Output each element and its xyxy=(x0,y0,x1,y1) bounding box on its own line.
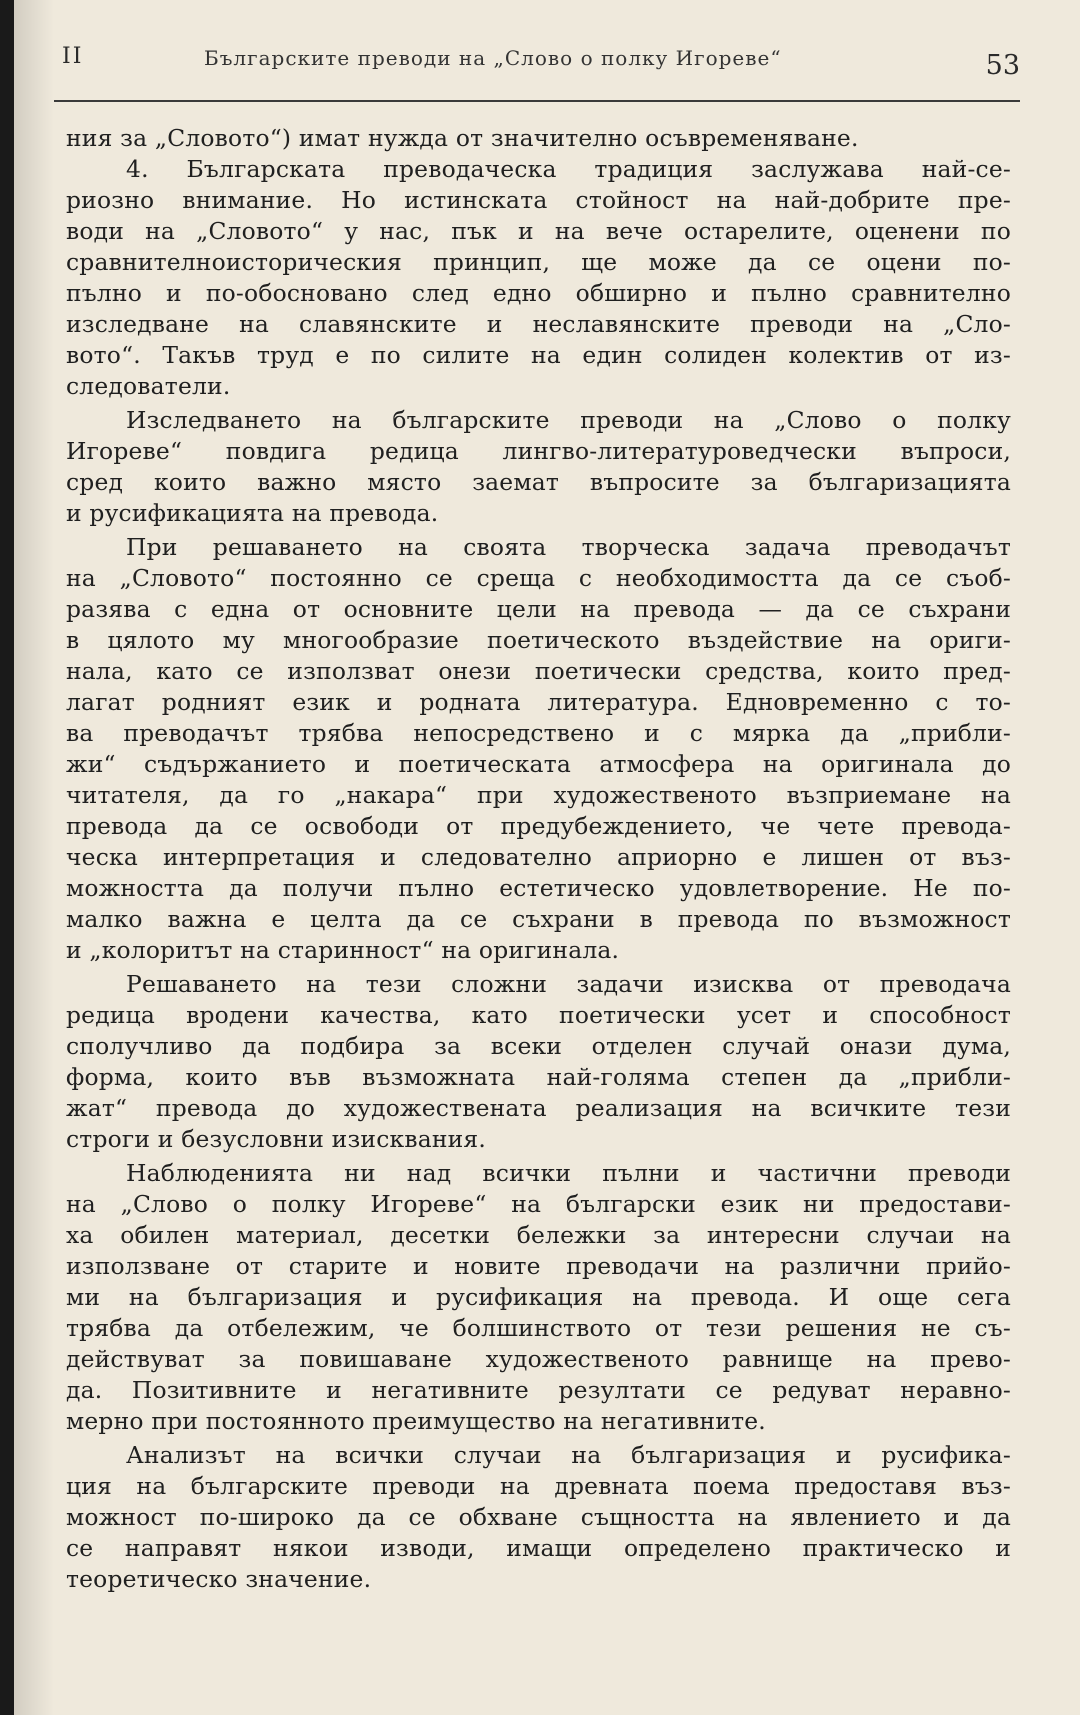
text-line: превода да се освободи от предубеждението, че чете превода- xyxy=(66,812,1011,840)
text-line: нала, като се използват онези поетически средства, които пред- xyxy=(66,657,1011,685)
text-line: форма, които във възможната най-голяма степен да „прибли- xyxy=(66,1063,1011,1091)
text-line: 4. Българската преводаческа традиция заслужава най-се- xyxy=(126,155,1011,183)
text-line: действуват за повишаване художественото равнище на прево- xyxy=(66,1345,1011,1373)
text-line: пълно и по-обосновано след едно обширно и пълно сравнително xyxy=(66,279,1011,307)
paragraph xyxy=(66,154,1011,402)
text-line: сред които важно място заемат въпросите за българизацията xyxy=(66,468,1011,496)
text-line: ция на българските преводи на древната поема предоставя въз- xyxy=(66,1472,1011,1500)
chapter-number: II xyxy=(62,44,84,69)
paragraph xyxy=(66,1158,1011,1437)
text-line: лагат родният език и родната литература. Едновременно с то- xyxy=(66,688,1011,716)
text-line: и „колоритът на старинност“ на оригинала. xyxy=(66,936,620,964)
header-rule xyxy=(54,100,1020,102)
running-header xyxy=(54,40,1020,100)
book-page xyxy=(14,0,1080,1715)
text-line: сполучливо да подбира за всеки отделен случай онази дума, xyxy=(66,1032,1011,1060)
text-line: ми на българизация и русификация на превода. И още сега xyxy=(66,1283,1011,1311)
text-line: ва преводачът трябва непосредствено и с мярка да „прибли- xyxy=(66,719,1011,747)
text-line: Изследването на българските преводи на „Слово о полку xyxy=(126,406,1011,434)
text-line: Игореве“ повдига редица лингво-литературоведчески въпроси, xyxy=(66,437,1011,465)
text-line: мерно при постоянното преимущество на негативните. xyxy=(66,1407,766,1435)
text-line: читателя, да го „накара“ при художественото възприемане на xyxy=(66,781,1011,809)
text-line: на „Слово о полку Игореве“ на български език ни предостави- xyxy=(66,1190,1011,1218)
text-line: Наблюденията ни над всички пълни и частични преводи xyxy=(126,1159,1011,1187)
text-line: Анализът на всички случаи на българизация и русифика- xyxy=(126,1441,1011,1469)
text-line: жи“ съдържанието и поетическата атмосфера на оригинала до xyxy=(66,750,1011,778)
text-line: ха обилен материал, десетки бележки за интересни случаи на xyxy=(66,1221,1011,1249)
text-line: използване от старите и новите преводачи на различни прийо- xyxy=(66,1252,1011,1280)
text-line: следователи. xyxy=(66,372,231,400)
text-line: трябва да отбележим, че болшинството от тези решения не съ- xyxy=(66,1314,1011,1342)
text-line: ческа интерпретация и следователно априорно е лишен от въз- xyxy=(66,843,1011,871)
text-line: ния за „Словото“) имат нужда от значително осъвременяване. xyxy=(66,124,859,152)
text-line: сравнителноисторическия принцип, ще може да се оцени по- xyxy=(66,248,1011,276)
text-line: се направят някои изводи, имащи определено практическо и xyxy=(66,1534,1011,1562)
page-number: 53 xyxy=(985,50,1020,81)
text-line: Решаването на тези сложни задачи изисква от преводача xyxy=(126,970,1011,998)
text-line: вото“. Такъв труд е по силите на един солиден колектив от из- xyxy=(66,341,1011,369)
text-line: на „Словото“ постоянно се среща с необходимостта да се съоб- xyxy=(66,564,1011,592)
paragraph xyxy=(66,532,1011,966)
text-line: малко важна е целта да се съхрани в превода по възможност xyxy=(66,905,1011,933)
text-line: редица вродени качества, като поетически усет и способност xyxy=(66,1001,1011,1029)
text-line: При решаването на своята творческа задача преводачът xyxy=(126,533,1011,561)
text-line: изследване на славянските и неславянските преводи на „Сло- xyxy=(66,310,1011,338)
text-line: строги и безусловни изисквания. xyxy=(66,1125,487,1153)
paragraph xyxy=(66,1440,1011,1595)
text-line: и русификацията на превода. xyxy=(66,499,439,527)
text-line: теоретическо значение. xyxy=(66,1565,372,1593)
text-line: води на „Словото“ у нас, пък и на вече остарелите, оценени по xyxy=(66,217,1011,245)
paragraph xyxy=(66,405,1011,529)
text-line: в цялото му многообразие поетическото въздействие на ориги- xyxy=(66,626,1011,654)
text-line: можността да получи пълно естетическо удовлетворение. Не по- xyxy=(66,874,1011,902)
paragraph xyxy=(66,969,1011,1155)
paragraph xyxy=(66,123,1011,154)
text-line: можност по-широко да се обхване същността на явлението и да xyxy=(66,1503,1011,1531)
body-text xyxy=(66,123,1011,1595)
text-line: риозно внимание. Но истинската стойност на най-добрите пре- xyxy=(66,186,1011,214)
text-line: жат“ превода до художествената реализация на всичките тези xyxy=(66,1094,1011,1122)
running-title: Българските преводи на „Слово о полку Игореве“ xyxy=(204,46,782,70)
text-line: да. Позитивните и негативните резултати се редуват неравно- xyxy=(66,1376,1011,1404)
text-line: разява с една от основните цели на превода — да се съхрани xyxy=(66,595,1011,623)
